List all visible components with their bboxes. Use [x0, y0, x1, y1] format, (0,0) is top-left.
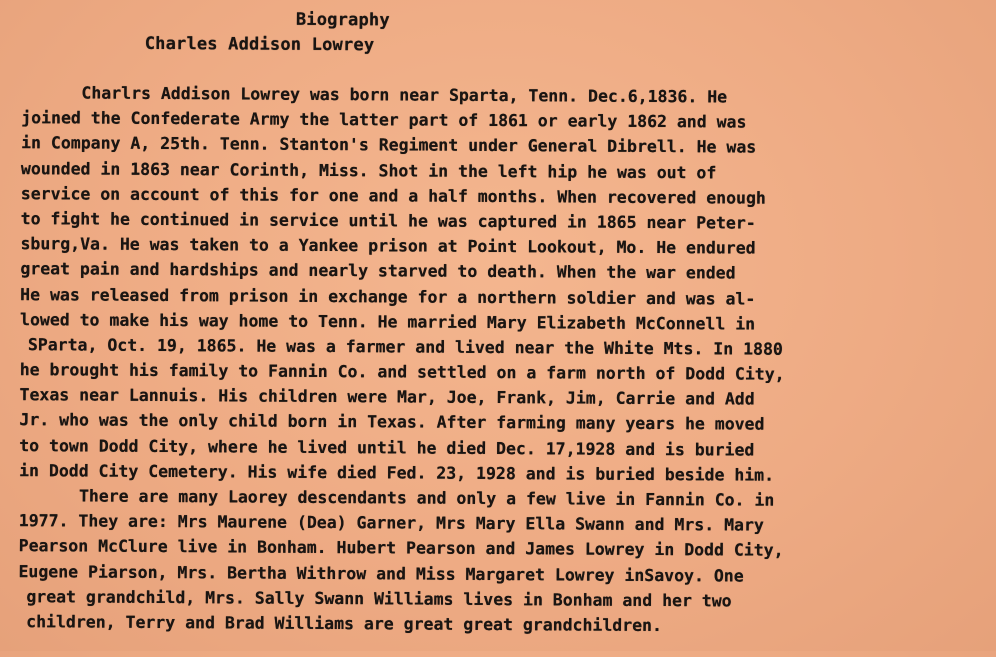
text-line: in Dodd City Cemetery. His wife died Fed. 23, 1928 and is buried beside him.: [19, 460, 775, 485]
text-line: SParta, Oct. 19, 1865. He was a farmer and lived near the White Mts. In 1880: [27, 335, 783, 359]
text-line: 1977. They are: Mrs Maurene (Dea) Garner, Mrs Mary Ella Swann and Mrs. Mary: [18, 511, 764, 535]
text-line: sburg,Va. He was taken to a Yankee prison at Point Lookout, Mo. He endured: [20, 234, 756, 258]
biography-body: [18, 80, 981, 640]
document-title: Biography: [295, 9, 390, 31]
text-line: Pearson McClure live in Bonham. Hubert Pearson and James Lowrey in Dodd City,: [18, 536, 784, 561]
text-line: There are many Laorey descendants and only a few live in Fannin Co. in: [78, 486, 775, 510]
document-subject: Charles Addison Lowrey: [144, 33, 375, 56]
text-line: Eugene Piarson, Mrs. Bertha Withrow and Miss Margaret Lowrey inSavoy. One: [18, 561, 744, 586]
text-line: to fight he continued in service until he was captured in 1865 near Peter-: [20, 209, 756, 233]
text-line: in Company A, 25th. Tenn. Stanton's Regiment under General Dibrell. He was: [21, 133, 757, 157]
text-line: wounded in 1863 near Corinth, Miss. Shot in the left hip he was out of: [20, 158, 717, 182]
text-line: children, Terry and Brad Williams are great great grandchildren.: [26, 612, 663, 635]
text-line: to town Dodd City, where he lived until he died Dec. 17,1928 and is buried: [19, 435, 755, 460]
text-line: great grandchild, Mrs. Sally Swann Williams lives in Bonham and her two: [26, 586, 732, 611]
text-line: Jr. who was the only child born in Texas. After farming many years he moved: [19, 410, 765, 435]
text-line: He was released from prison in exchange for a northern soldier and was al-: [20, 284, 756, 309]
text-line: joined the Confederate Army the latter part of 1861 or early 1862 and was: [21, 108, 747, 132]
text-line: Texas near Lannuis. His children were Mar, Joe, Frank, Jim, Carrie and Add: [19, 385, 755, 409]
text-line: great pain and hardships and nearly starved to death. When the war ended: [20, 259, 736, 283]
text-line: lowed to make his way home to Tenn. He married Mary Elizabeth McConnell in: [19, 309, 756, 334]
text-line: service on account of this for one and a half months. When recovered enough: [20, 183, 766, 208]
text-line: he brought his family to Fannin Co. and settled on a farm north of Dodd City,: [19, 360, 785, 384]
text-line: Charlrs Addison Lowrey was born near Sparta, Tenn. Dec.6,1836. He: [81, 83, 728, 107]
